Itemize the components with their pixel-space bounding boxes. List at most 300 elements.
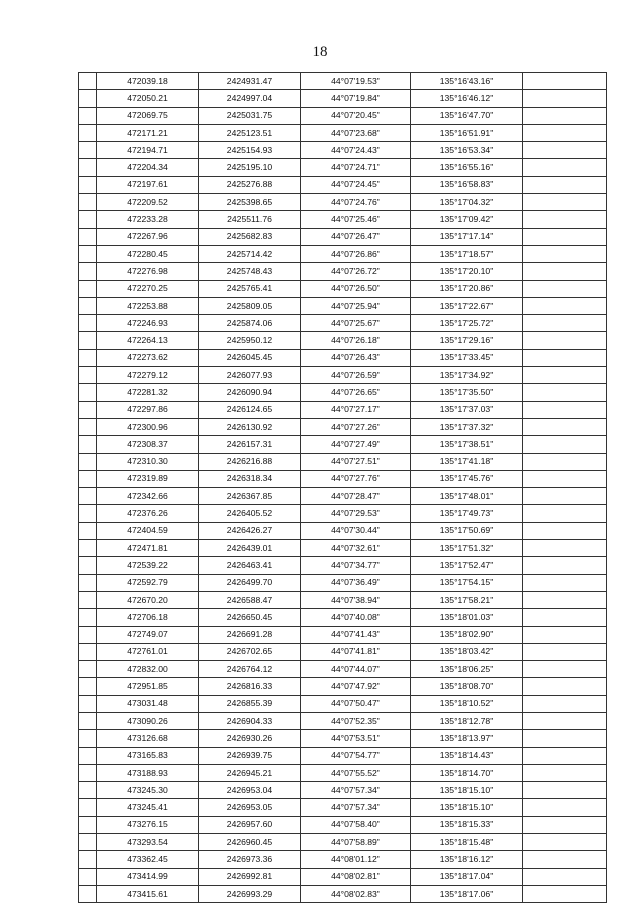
left-margin-cell: [79, 315, 97, 332]
left-margin-cell: [79, 470, 97, 487]
coordinate-x-cell: 472204.34: [97, 159, 199, 176]
coordinate-x-cell: 473090.26: [97, 712, 199, 729]
left-margin-cell: [79, 211, 97, 228]
table-row: [79, 367, 607, 384]
right-margin-cell: [523, 332, 607, 349]
left-margin-cell: [79, 816, 97, 833]
table-row: [79, 436, 607, 453]
coordinate-x-cell: 472171.21: [97, 124, 199, 141]
coordinate-y-cell: 2425123.51: [199, 124, 301, 141]
left-margin-cell: [79, 142, 97, 159]
coordinate-x-cell: 472280.45: [97, 245, 199, 262]
table-row: [79, 764, 607, 781]
coordinate-y-cell: 2426499.70: [199, 574, 301, 591]
left-margin-cell: [79, 245, 97, 262]
left-margin-cell: [79, 712, 97, 729]
right-margin-cell: [523, 574, 607, 591]
longitude-cell: 135°17'25.72": [411, 315, 523, 332]
longitude-cell: 135°18'15.10": [411, 799, 523, 816]
coordinate-y-cell: 2426588.47: [199, 591, 301, 608]
latitude-cell: 44°07'36.49": [301, 574, 411, 591]
right-margin-cell: [523, 851, 607, 868]
longitude-cell: 135°17'20.86": [411, 280, 523, 297]
coordinate-x-cell: 472270.25: [97, 280, 199, 297]
coordinate-y-cell: 2426855.39: [199, 695, 301, 712]
coordinate-x-cell: 472951.85: [97, 678, 199, 695]
coordinate-y-cell: 2425276.88: [199, 176, 301, 193]
table-row: [79, 332, 607, 349]
table-row: [79, 245, 607, 262]
coordinate-x-cell: 473245.30: [97, 782, 199, 799]
right-margin-cell: [523, 297, 607, 314]
table-row: [79, 107, 607, 124]
latitude-cell: 44°08'02.83": [301, 885, 411, 902]
latitude-cell: 44°07'41.81": [301, 643, 411, 660]
coordinate-y-cell: 2424931.47: [199, 73, 301, 90]
right-margin-cell: [523, 540, 607, 557]
table-row: [79, 834, 607, 851]
latitude-cell: 44°07'24.71": [301, 159, 411, 176]
latitude-cell: 44°07'26.43": [301, 349, 411, 366]
table-row: [79, 643, 607, 660]
right-margin-cell: [523, 90, 607, 107]
table-row: [79, 712, 607, 729]
coordinate-x-cell: 472592.79: [97, 574, 199, 591]
right-margin-cell: [523, 280, 607, 297]
latitude-cell: 44°07'19.84": [301, 90, 411, 107]
coordinate-y-cell: 2426216.88: [199, 453, 301, 470]
right-margin-cell: [523, 176, 607, 193]
coordinate-x-cell: 472281.32: [97, 384, 199, 401]
longitude-cell: 135°18'14.70": [411, 764, 523, 781]
right-margin-cell: [523, 505, 607, 522]
left-margin-cell: [79, 436, 97, 453]
table-row: [79, 816, 607, 833]
right-margin-cell: [523, 436, 607, 453]
longitude-cell: 135°16'51.91": [411, 124, 523, 141]
table-row: [79, 124, 607, 141]
left-margin-cell: [79, 747, 97, 764]
latitude-cell: 44°07'50.47": [301, 695, 411, 712]
longitude-cell: 135°17'33.45": [411, 349, 523, 366]
left-margin-cell: [79, 194, 97, 211]
longitude-cell: 135°18'16.12": [411, 851, 523, 868]
coordinate-y-cell: 2426904.33: [199, 712, 301, 729]
left-margin-cell: [79, 557, 97, 574]
table-row: [79, 384, 607, 401]
longitude-cell: 135°18'15.10": [411, 782, 523, 799]
longitude-cell: 135°17'22.67": [411, 297, 523, 314]
longitude-cell: 135°18'02.90": [411, 626, 523, 643]
longitude-cell: 135°17'34.92": [411, 367, 523, 384]
latitude-cell: 44°07'29.53": [301, 505, 411, 522]
coordinate-x-cell: 472706.18: [97, 609, 199, 626]
latitude-cell: 44°07'26.50": [301, 280, 411, 297]
coordinate-x-cell: 472267.96: [97, 228, 199, 245]
latitude-cell: 44°07'24.43": [301, 142, 411, 159]
longitude-cell: 135°17'38.51": [411, 436, 523, 453]
right-margin-cell: [523, 678, 607, 695]
right-margin-cell: [523, 557, 607, 574]
right-margin-cell: [523, 401, 607, 418]
left-margin-cell: [79, 159, 97, 176]
coordinate-x-cell: 473362.45: [97, 851, 199, 868]
latitude-cell: 44°07'30.44": [301, 522, 411, 539]
longitude-cell: 135°16'46.12": [411, 90, 523, 107]
longitude-cell: 135°18'01.03": [411, 609, 523, 626]
left-margin-cell: [79, 591, 97, 608]
latitude-cell: 44°07'54.77": [301, 747, 411, 764]
right-margin-cell: [523, 367, 607, 384]
coordinate-y-cell: 2426130.92: [199, 418, 301, 435]
coordinate-y-cell: 2426957.60: [199, 816, 301, 833]
latitude-cell: 44°07'34.77": [301, 557, 411, 574]
right-margin-cell: [523, 885, 607, 902]
longitude-cell: 135°18'15.48": [411, 834, 523, 851]
right-margin-cell: [523, 124, 607, 141]
coordinate-y-cell: 2426077.93: [199, 367, 301, 384]
coordinate-y-cell: 2426405.52: [199, 505, 301, 522]
latitude-cell: 44°07'47.92": [301, 678, 411, 695]
longitude-cell: 135°18'08.70": [411, 678, 523, 695]
coordinate-x-cell: 473031.48: [97, 695, 199, 712]
coordinate-y-cell: 2425765.41: [199, 280, 301, 297]
latitude-cell: 44°07'27.17": [301, 401, 411, 418]
coordinate-x-cell: 472471.81: [97, 540, 199, 557]
table-row: [79, 678, 607, 695]
coordinate-y-cell: 2425398.65: [199, 194, 301, 211]
left-margin-cell: [79, 349, 97, 366]
table-row: [79, 401, 607, 418]
coordinate-x-cell: 472539.22: [97, 557, 199, 574]
coordinate-x-cell: 472279.12: [97, 367, 199, 384]
right-margin-cell: [523, 834, 607, 851]
longitude-cell: 135°17'41.18": [411, 453, 523, 470]
table-row: [79, 470, 607, 487]
coordinate-y-cell: 2425682.83: [199, 228, 301, 245]
coordinate-x-cell: 472761.01: [97, 643, 199, 660]
coordinate-y-cell: 2426939.75: [199, 747, 301, 764]
coordinate-y-cell: 2425154.93: [199, 142, 301, 159]
coordinate-x-cell: 472264.13: [97, 332, 199, 349]
table-row: [79, 280, 607, 297]
latitude-cell: 44°07'57.34": [301, 799, 411, 816]
latitude-cell: 44°07'55.52": [301, 764, 411, 781]
coordinate-y-cell: 2425874.06: [199, 315, 301, 332]
right-margin-cell: [523, 695, 607, 712]
longitude-cell: 135°17'45.76": [411, 470, 523, 487]
latitude-cell: 44°07'52.35": [301, 712, 411, 729]
latitude-cell: 44°07'25.94": [301, 297, 411, 314]
coordinate-x-cell: 472404.59: [97, 522, 199, 539]
table-row: [79, 591, 607, 608]
table-row: [79, 868, 607, 885]
left-margin-cell: [79, 540, 97, 557]
latitude-cell: 44°07'58.89": [301, 834, 411, 851]
longitude-cell: 135°18'10.52": [411, 695, 523, 712]
right-margin-cell: [523, 609, 607, 626]
latitude-cell: 44°07'53.51": [301, 730, 411, 747]
table-row: [79, 73, 607, 90]
coordinate-x-cell: 472749.07: [97, 626, 199, 643]
longitude-cell: 135°18'15.33": [411, 816, 523, 833]
table-row: [79, 695, 607, 712]
coordinate-y-cell: 2425809.05: [199, 297, 301, 314]
longitude-cell: 135°17'52.47": [411, 557, 523, 574]
coordinate-y-cell: 2426702.65: [199, 643, 301, 660]
coordinates-table: [78, 72, 607, 903]
latitude-cell: 44°08'02.81": [301, 868, 411, 885]
latitude-cell: 44°07'26.59": [301, 367, 411, 384]
coordinate-y-cell: 2426973.36: [199, 851, 301, 868]
right-margin-cell: [523, 522, 607, 539]
latitude-cell: 44°07'23.68": [301, 124, 411, 141]
coordinate-x-cell: 472670.20: [97, 591, 199, 608]
coordinate-y-cell: 2426090.94: [199, 384, 301, 401]
coordinate-y-cell: 2426426.27: [199, 522, 301, 539]
table-row: [79, 263, 607, 280]
coordinate-x-cell: 472273.62: [97, 349, 199, 366]
latitude-cell: 44°07'40.08": [301, 609, 411, 626]
longitude-cell: 135°17'48.01": [411, 488, 523, 505]
coordinate-y-cell: 2426650.45: [199, 609, 301, 626]
right-margin-cell: [523, 868, 607, 885]
coordinate-x-cell: 472039.18: [97, 73, 199, 90]
table-row: [79, 730, 607, 747]
coordinate-x-cell: 473276.15: [97, 816, 199, 833]
left-margin-cell: [79, 678, 97, 695]
coordinate-x-cell: 472832.00: [97, 661, 199, 678]
right-margin-cell: [523, 228, 607, 245]
longitude-cell: 135°18'12.78": [411, 712, 523, 729]
longitude-cell: 135°17'35.50": [411, 384, 523, 401]
right-margin-cell: [523, 245, 607, 262]
coordinate-x-cell: 472069.75: [97, 107, 199, 124]
table-row: [79, 522, 607, 539]
right-margin-cell: [523, 159, 607, 176]
right-margin-cell: [523, 453, 607, 470]
right-margin-cell: [523, 782, 607, 799]
longitude-cell: 135°16'47.70": [411, 107, 523, 124]
longitude-cell: 135°17'09.42": [411, 211, 523, 228]
table-row: [79, 315, 607, 332]
left-margin-cell: [79, 661, 97, 678]
latitude-cell: 44°07'38.94": [301, 591, 411, 608]
right-margin-cell: [523, 194, 607, 211]
left-margin-cell: [79, 885, 97, 902]
table-row: [79, 194, 607, 211]
right-margin-cell: [523, 712, 607, 729]
coordinate-y-cell: 2426953.05: [199, 799, 301, 816]
right-margin-cell: [523, 747, 607, 764]
coordinate-x-cell: 473415.61: [97, 885, 199, 902]
coordinate-y-cell: 2425950.12: [199, 332, 301, 349]
table-row: [79, 747, 607, 764]
right-margin-cell: [523, 488, 607, 505]
page-number: 18: [312, 44, 328, 60]
latitude-cell: 44°07'28.47": [301, 488, 411, 505]
latitude-cell: 44°07'41.43": [301, 626, 411, 643]
latitude-cell: 44°07'26.86": [301, 245, 411, 262]
coordinate-y-cell: 2426045.45: [199, 349, 301, 366]
longitude-cell: 135°18'06.25": [411, 661, 523, 678]
longitude-cell: 135°17'18.57": [411, 245, 523, 262]
latitude-cell: 44°07'25.46": [301, 211, 411, 228]
coordinate-y-cell: 2426157.31: [199, 436, 301, 453]
coordinate-y-cell: 2426691.28: [199, 626, 301, 643]
coordinate-x-cell: 473414.99: [97, 868, 199, 885]
table-row: [79, 211, 607, 228]
coordinate-x-cell: 472300.96: [97, 418, 199, 435]
left-margin-cell: [79, 124, 97, 141]
left-margin-cell: [79, 90, 97, 107]
right-margin-cell: [523, 418, 607, 435]
coordinate-y-cell: 2425748.43: [199, 263, 301, 280]
coordinate-y-cell: 2426124.65: [199, 401, 301, 418]
right-margin-cell: [523, 470, 607, 487]
left-margin-cell: [79, 609, 97, 626]
left-margin-cell: [79, 868, 97, 885]
right-margin-cell: [523, 626, 607, 643]
right-margin-cell: [523, 315, 607, 332]
longitude-cell: 135°18'17.04": [411, 868, 523, 885]
longitude-cell: 135°17'17.14": [411, 228, 523, 245]
table-row: [79, 142, 607, 159]
coordinate-y-cell: 2426993.29: [199, 885, 301, 902]
coordinate-x-cell: 472209.52: [97, 194, 199, 211]
latitude-cell: 44°07'32.61": [301, 540, 411, 557]
right-margin-cell: [523, 349, 607, 366]
left-margin-cell: [79, 764, 97, 781]
latitude-cell: 44°07'27.26": [301, 418, 411, 435]
left-margin-cell: [79, 505, 97, 522]
latitude-cell: 44°07'27.76": [301, 470, 411, 487]
left-margin-cell: [79, 488, 97, 505]
coordinate-y-cell: 2424997.04: [199, 90, 301, 107]
left-margin-cell: [79, 367, 97, 384]
latitude-cell: 44°07'44.07": [301, 661, 411, 678]
coordinate-y-cell: 2425714.42: [199, 245, 301, 262]
coordinate-y-cell: 2426960.45: [199, 834, 301, 851]
coordinate-x-cell: 472253.88: [97, 297, 199, 314]
latitude-cell: 44°07'25.67": [301, 315, 411, 332]
table-row: [79, 176, 607, 193]
coordinate-x-cell: 472050.21: [97, 90, 199, 107]
left-margin-cell: [79, 107, 97, 124]
table-row: [79, 488, 607, 505]
coordinate-x-cell: 472194.71: [97, 142, 199, 159]
left-margin-cell: [79, 799, 97, 816]
right-margin-cell: [523, 142, 607, 159]
right-margin-cell: [523, 211, 607, 228]
table-row: [79, 557, 607, 574]
coordinate-y-cell: 2425031.75: [199, 107, 301, 124]
coordinate-x-cell: 472376.26: [97, 505, 199, 522]
right-margin-cell: [523, 730, 607, 747]
coordinate-x-cell: 472308.37: [97, 436, 199, 453]
left-margin-cell: [79, 263, 97, 280]
table-row: [79, 574, 607, 591]
table-row: [79, 505, 607, 522]
right-margin-cell: [523, 263, 607, 280]
coordinate-y-cell: 2426930.26: [199, 730, 301, 747]
coordinate-x-cell: 473165.83: [97, 747, 199, 764]
coordinate-y-cell: 2426945.21: [199, 764, 301, 781]
right-margin-cell: [523, 799, 607, 816]
right-margin-cell: [523, 643, 607, 660]
table-row: [79, 626, 607, 643]
coordinate-x-cell: 472246.93: [97, 315, 199, 332]
left-margin-cell: [79, 384, 97, 401]
table-row: [79, 609, 607, 626]
coordinate-y-cell: 2426953.04: [199, 782, 301, 799]
longitude-cell: 135°17'49.73": [411, 505, 523, 522]
coordinate-x-cell: 473126.68: [97, 730, 199, 747]
right-margin-cell: [523, 816, 607, 833]
latitude-cell: 44°07'20.45": [301, 107, 411, 124]
right-margin-cell: [523, 73, 607, 90]
longitude-cell: 135°17'50.69": [411, 522, 523, 539]
left-margin-cell: [79, 297, 97, 314]
left-margin-cell: [79, 418, 97, 435]
right-margin-cell: [523, 107, 607, 124]
longitude-cell: 135°18'03.42": [411, 643, 523, 660]
right-margin-cell: [523, 591, 607, 608]
coordinate-x-cell: 473245.41: [97, 799, 199, 816]
coordinate-x-cell: 472342.66: [97, 488, 199, 505]
longitude-cell: 135°16'58.83": [411, 176, 523, 193]
longitude-cell: 135°17'37.32": [411, 418, 523, 435]
coordinate-x-cell: 473293.54: [97, 834, 199, 851]
left-margin-cell: [79, 626, 97, 643]
left-margin-cell: [79, 73, 97, 90]
left-margin-cell: [79, 851, 97, 868]
table-row: [79, 782, 607, 799]
table-row: [79, 349, 607, 366]
latitude-cell: 44°07'57.34": [301, 782, 411, 799]
longitude-cell: 135°17'20.10": [411, 263, 523, 280]
latitude-cell: 44°08'01.12": [301, 851, 411, 868]
table-row: [79, 851, 607, 868]
latitude-cell: 44°07'26.72": [301, 263, 411, 280]
table-row: [79, 90, 607, 107]
longitude-cell: 135°18'13.97": [411, 730, 523, 747]
left-margin-cell: [79, 401, 97, 418]
left-margin-cell: [79, 280, 97, 297]
coordinate-x-cell: 472310.30: [97, 453, 199, 470]
longitude-cell: 135°17'37.03": [411, 401, 523, 418]
longitude-cell: 135°18'17.06": [411, 885, 523, 902]
longitude-cell: 135°17'54.15": [411, 574, 523, 591]
right-margin-cell: [523, 384, 607, 401]
table-row: [79, 661, 607, 678]
left-margin-cell: [79, 332, 97, 349]
left-margin-cell: [79, 522, 97, 539]
longitude-cell: 135°16'55.16": [411, 159, 523, 176]
latitude-cell: 44°07'24.45": [301, 176, 411, 193]
right-margin-cell: [523, 661, 607, 678]
coordinate-x-cell: 472233.28: [97, 211, 199, 228]
latitude-cell: 44°07'27.49": [301, 436, 411, 453]
coordinate-x-cell: 472276.98: [97, 263, 199, 280]
coordinate-y-cell: 2426463.41: [199, 557, 301, 574]
latitude-cell: 44°07'19.53": [301, 73, 411, 90]
coordinate-x-cell: 473188.93: [97, 764, 199, 781]
coordinate-x-cell: 472197.61: [97, 176, 199, 193]
table-row: [79, 159, 607, 176]
left-margin-cell: [79, 228, 97, 245]
table-row: [79, 799, 607, 816]
